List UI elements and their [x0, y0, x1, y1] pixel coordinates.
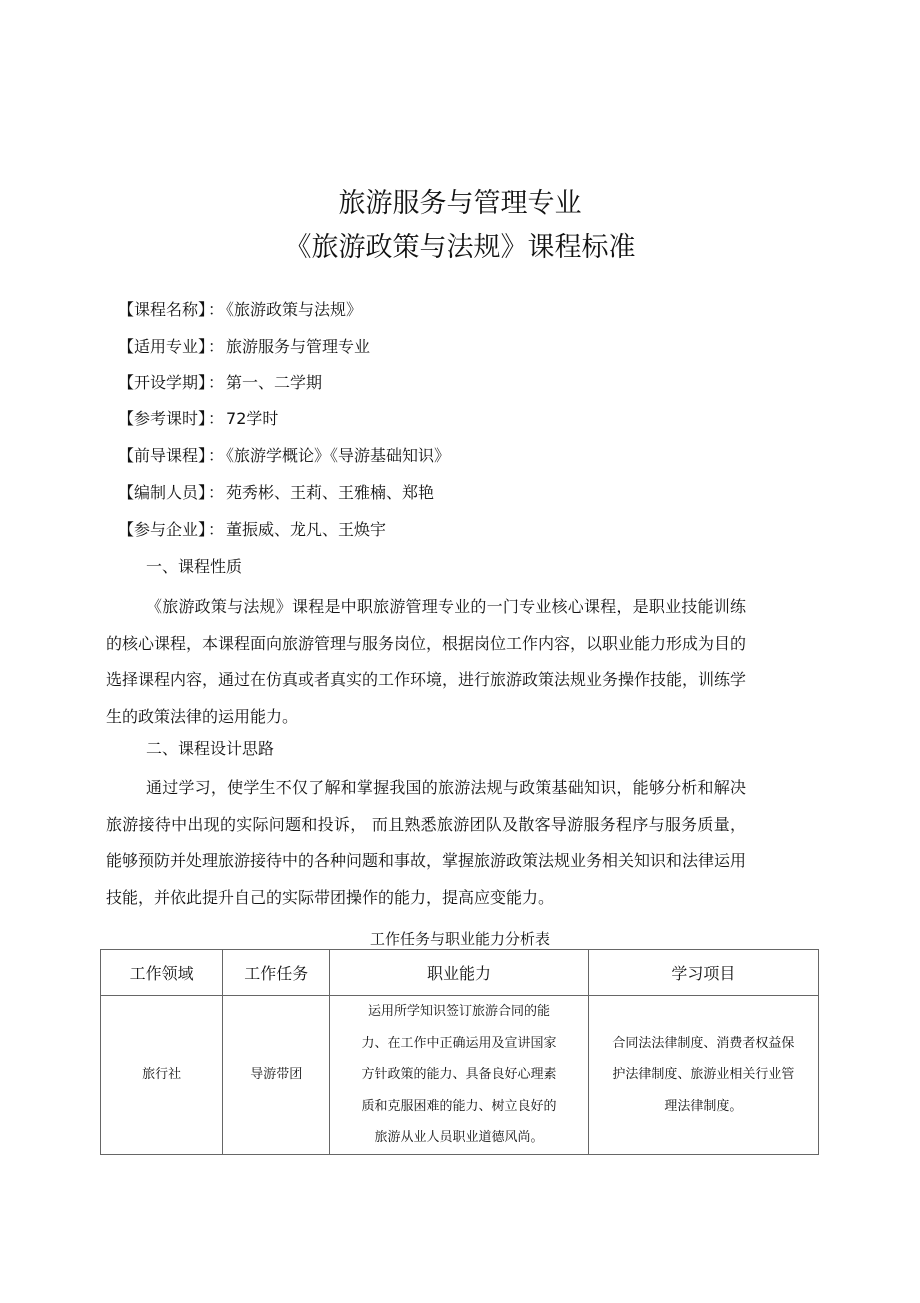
meta-separator: ： — [208, 520, 225, 539]
meta-value: 《旅游政策与法规》 — [226, 300, 363, 319]
table-row — [101, 996, 819, 1155]
meta-label: 【参考课时】 — [118, 409, 207, 428]
table-header-row — [101, 950, 819, 996]
table-caption: 工作任务与职业能力分析表 — [369, 930, 550, 948]
section-body-design: 通过学习，使学生不仅了解和掌握我国的旅游法规与政策基础知识，能够分析和解决旅游接待中出现的实际问题和投诉， 而且熟悉旅游团队及散客导游服务程序与服务质量，能够预防并处理旅游接待中的各种问题和事故，掌握旅游政策法规业务相关知识和法律运用技能，并依此提升自己的实际带团操作的能力，提高应变能力。 — [106, 778, 747, 907]
cell-work-task — [223, 996, 330, 1155]
header-work-task: 工作任务 — [223, 950, 330, 996]
meta-separator: ： — [208, 409, 225, 428]
header-work-area: 工作领域 — [101, 950, 223, 996]
meta-separator: ： — [208, 337, 225, 356]
header-ability: 职业能力 — [330, 950, 588, 996]
meta-major — [118, 336, 370, 358]
meta-label: 【适用专业】 — [118, 337, 207, 356]
meta-prerequisite — [118, 445, 450, 467]
meta-authors — [118, 482, 434, 504]
meta-hours — [118, 408, 278, 430]
document-title-line1: 旅游服务与管理专业 — [338, 188, 582, 219]
section-heading-design: 二、课程设计思路 — [146, 739, 275, 758]
meta-label: 【课程名称】 — [118, 300, 207, 319]
cell-work-area — [101, 996, 223, 1155]
meta-value: 旅游服务与管理专业 — [226, 337, 371, 356]
meta-value: 《旅游学概论》《导游基础知识》 — [226, 446, 451, 465]
cell-work-area-text: 旅行社 — [142, 1067, 182, 1083]
cell-work-task-text: 导游带团 — [250, 1067, 303, 1083]
section-heading-nature: 一、课程性质 — [146, 557, 243, 576]
meta-value: 苑秀彬、王莉、王雅楠、郑艳 — [226, 483, 435, 502]
meta-value: 72学时 — [226, 409, 279, 428]
meta-enterprise — [118, 519, 386, 541]
meta-label: 【前导课程】 — [118, 446, 207, 465]
cell-ability-text: 运用所学知识签订旅游合同的能力、在工作中正确运用及宣讲国家方针政策的能力、具备良好心理素质和克服困难的能力、树立良好的旅游从业人员职业道德风尚。 — [361, 1004, 557, 1146]
document-title-line2: 《旅游政策与法规》课程标准 — [284, 232, 636, 263]
meta-label: 【开设学期】 — [118, 373, 207, 392]
meta-separator: ： — [208, 483, 225, 502]
meta-separator: ： — [208, 373, 225, 392]
section-body-nature: 《旅游政策与法规》课程是中职旅游管理专业的一门专业核心课程，是职业技能训练的核心课程，本课程面向旅游管理与服务岗位，根据岗位工作内容，以职业能力形成为目的选择课程内容，通过在仿真或者真实的工作环境，进行旅游政策法规业务操作技能，训练学生的政策法律的运用能力。 — [106, 597, 747, 726]
meta-separator: ： — [208, 446, 225, 465]
meta-value: 第一、二学期 — [226, 373, 323, 392]
cell-ability — [330, 996, 588, 1155]
header-project: 学习项目 — [588, 950, 818, 996]
cell-project-text: 合同法法律制度、消费者权益保护法律制度、旅游业相关行业管理法律制度。 — [612, 1035, 795, 1114]
meta-label: 【编制人员】 — [118, 483, 207, 502]
cell-project — [588, 996, 818, 1155]
meta-course-name — [118, 299, 362, 321]
meta-semester — [118, 372, 322, 394]
meta-separator: ： — [208, 300, 225, 319]
meta-value: 董振威、龙凡、王焕宇 — [226, 520, 387, 539]
ability-analysis-table — [100, 949, 819, 1155]
meta-label: 【参与企业】 — [118, 520, 207, 539]
